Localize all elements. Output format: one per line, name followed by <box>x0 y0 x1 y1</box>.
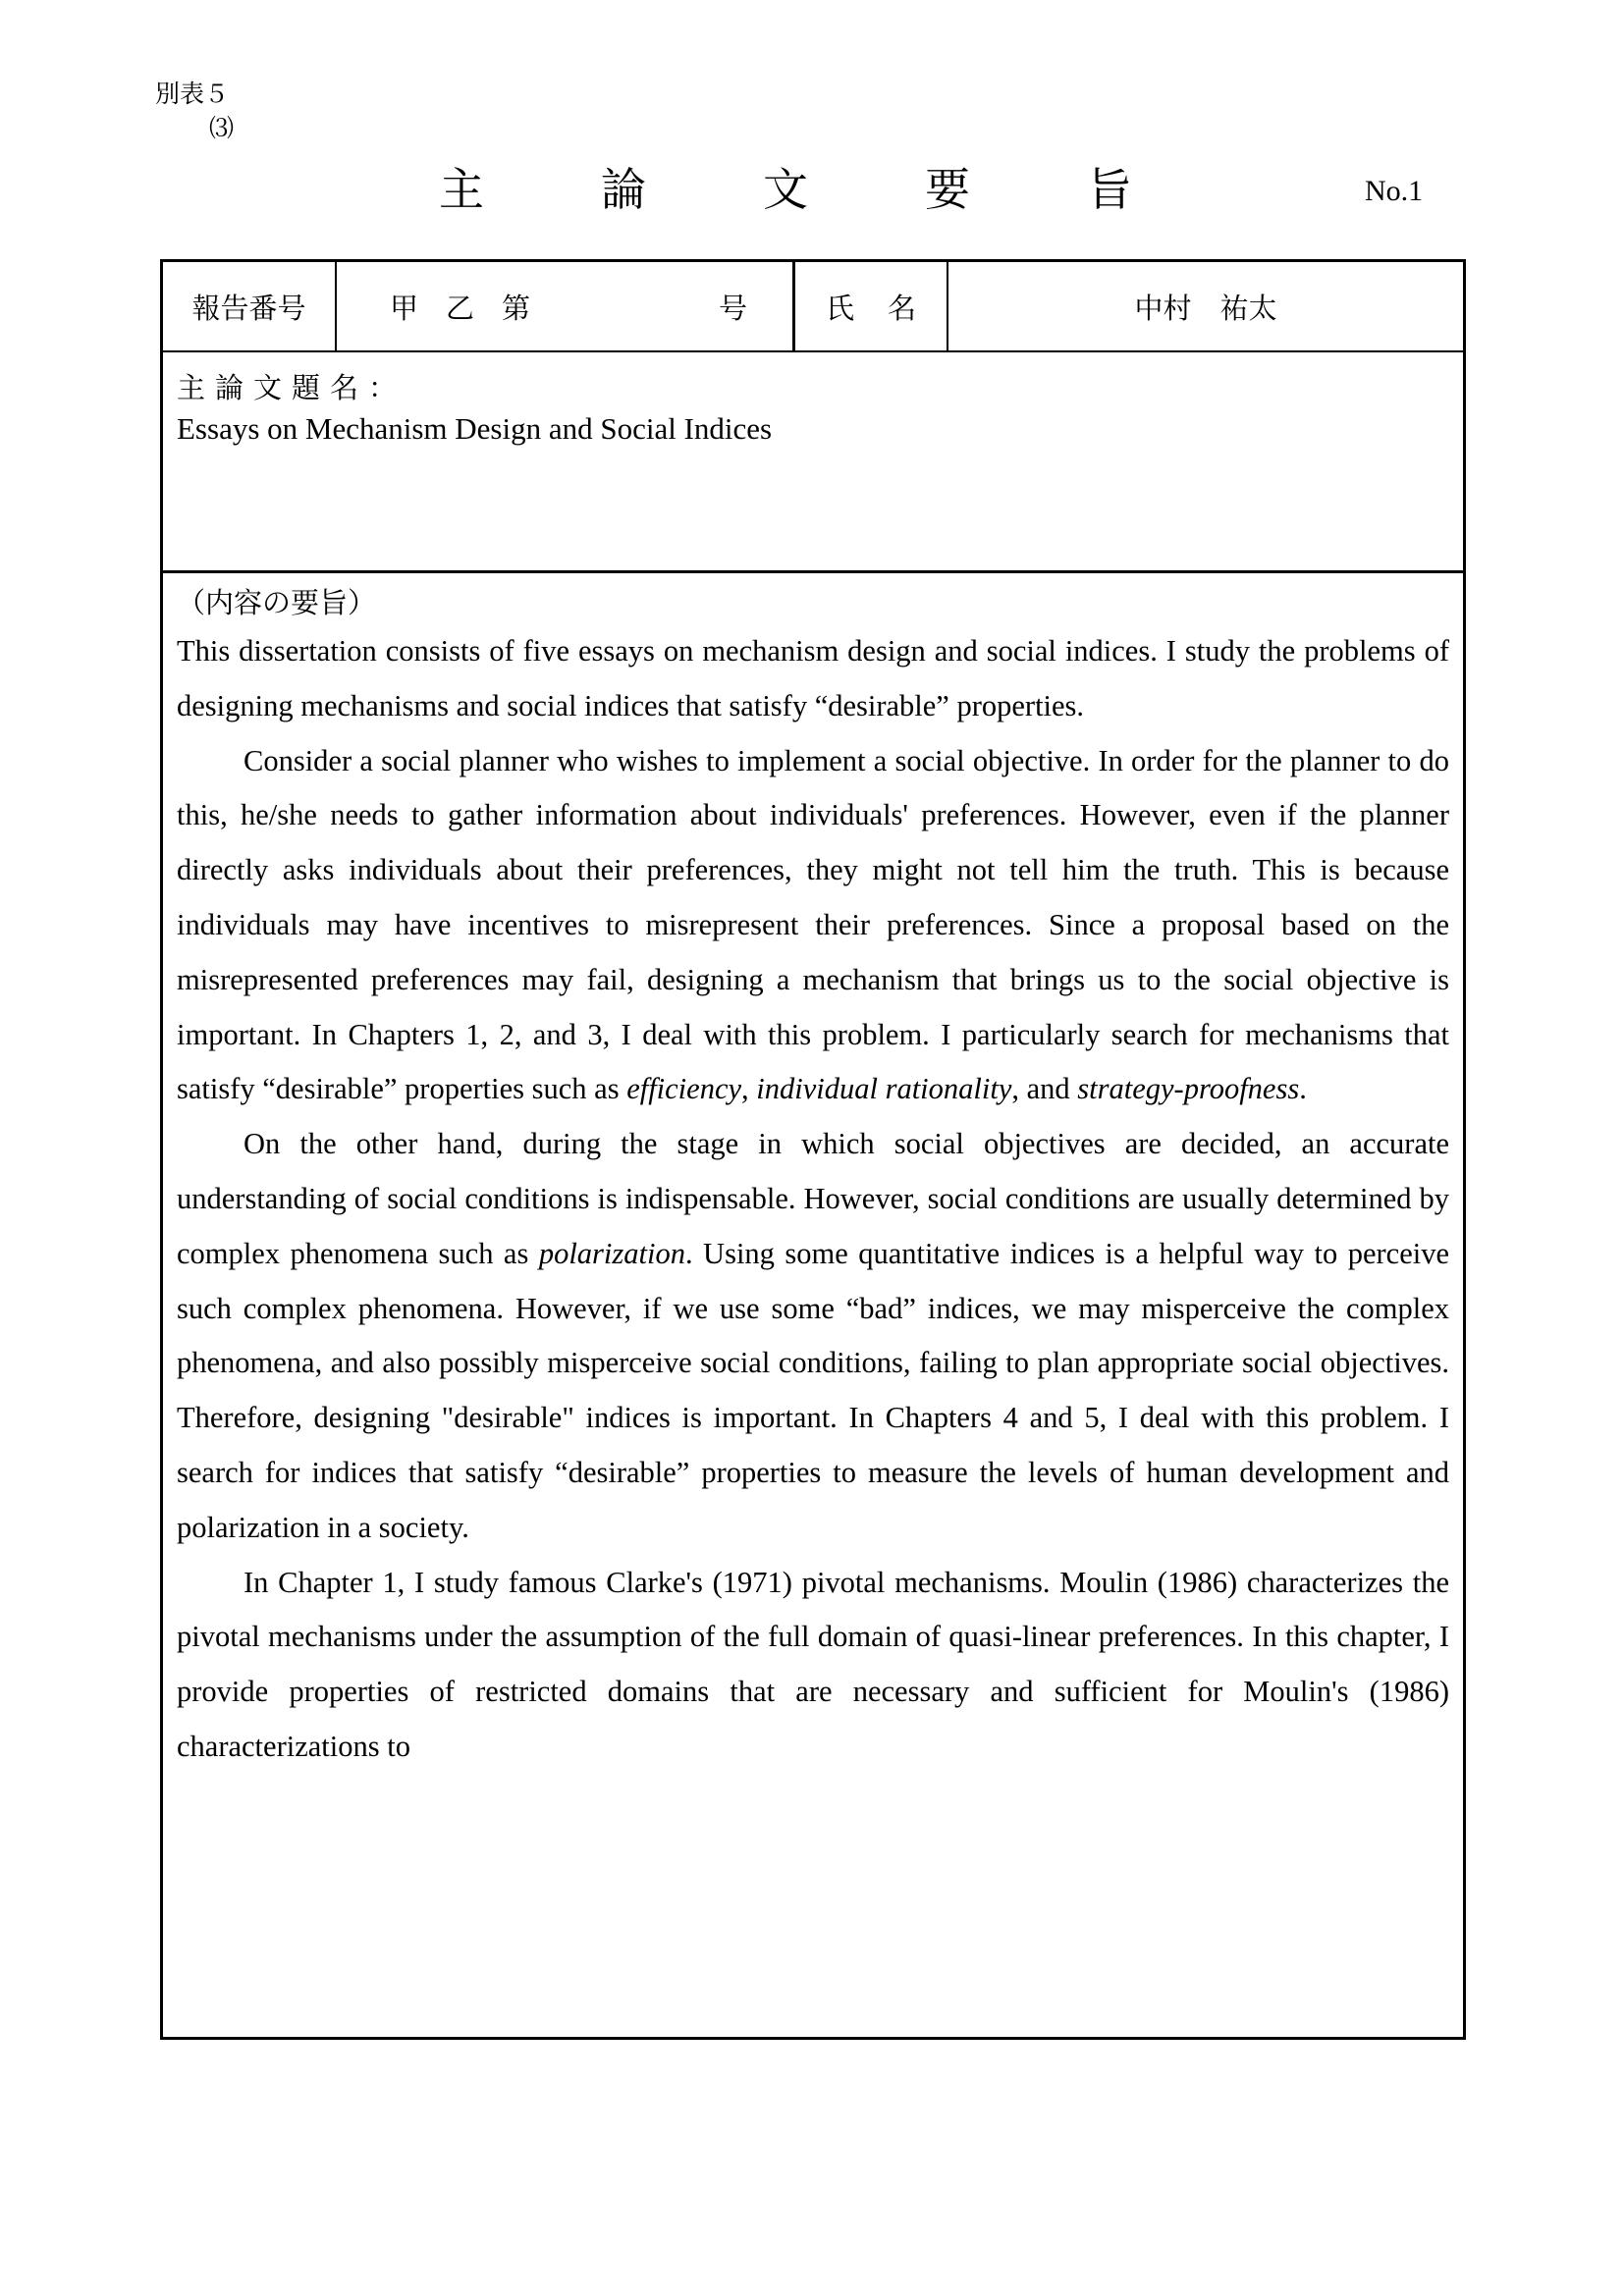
page-title <box>432 157 1139 216</box>
emphasis-efficiency: efficiency <box>626 1072 742 1106</box>
title-char: 旨 <box>1087 163 1132 216</box>
go-char: 号 <box>718 291 747 325</box>
emphasis-strategy-proofness: strategy-proofness <box>1077 1072 1300 1106</box>
thesis-title-label: 主論文題名： <box>177 371 407 404</box>
emphasis-polarization: polarization <box>538 1236 685 1270</box>
header-row <box>163 262 1463 352</box>
report-number-label: 報告番号 <box>163 262 337 350</box>
thesis-title-row <box>163 352 1463 573</box>
thesis-title: Essays on Mechanism Design and Social Indices <box>177 411 773 446</box>
report-number-prefix <box>390 287 530 327</box>
dai-char: 第 <box>502 291 531 325</box>
title-char: 文 <box>763 163 808 216</box>
paragraph: On the other hand, during the stage in which social objectives are decided, an accurate understanding of social conditions is indispensable. However, social conditions are usually determined by complex phenomena such as polarization. Using some quantitative indices is a helpful way to perceive such complex phenomena. However, if we use some “bad” indices, we may misperceive the complex phenomena, and also possibly misperceive social conditions, failing to plan appropriate social objectives. Therefore, designing "desirable" indices is important. In Chapters 4 and 5, I deal with this problem. I search for indices that satisfy “desirable” properties to measure the levels of human development and polarization in a society. <box>177 1127 1450 1544</box>
title-char: 要 <box>925 163 970 216</box>
summary-text <box>177 624 1449 1775</box>
title-char: 論 <box>601 163 646 216</box>
otsu-char: 乙 <box>446 291 475 325</box>
paragraph: In Chapter 1, I study famous Clarke's (1971) pivotal mechanisms. Moulin (1986) characterizes the pivotal mechanisms under the assumption of the full domain of quasi-linear preferences. In this chapter, I provide properties of restricted domains that are necessary and sufficient for Moulin's (1986) characterizations to <box>177 1565 1449 1763</box>
name-label-second: 名 <box>888 291 917 325</box>
report-number-value <box>337 262 795 350</box>
form-sub-number: ⑶ <box>209 116 235 142</box>
paragraph: This dissertation consists of five essays on mechanism design and social indices. I study the problems of designing mechanisms and social indices that satisfy “desirable” properties. <box>177 634 1449 722</box>
ko-char: 甲 <box>390 291 419 325</box>
page-number: No.1 <box>1365 175 1424 207</box>
summary-row <box>163 573 1463 2037</box>
name-value: 中村 祐太 <box>1134 291 1277 325</box>
form-id: 別表５ <box>155 80 230 108</box>
summary-label: （内容の要旨） <box>177 586 377 619</box>
title-char: 主 <box>439 163 484 216</box>
name-label <box>795 262 948 350</box>
summary-form-table <box>160 259 1466 2040</box>
emphasis-individual-rationality: individual rationality <box>756 1072 1012 1106</box>
paragraph: Consider a social planner who wishes to implement a social objective. In order for the planner to do this, he/she needs to gather information about individuals' preferences. However, even if the planner directly asks individuals about their preferences, they might not tell him the truth. This is because individuals may have incentives to misrepresent their preferences. Since a proposal based on the misrepresented preferences may fail, designing a mechanism that brings us to the social objective is important. In Chapters 1, 2, and 3, I deal with this problem. I particularly search for mechanisms that satisfy “desirable” properties such as efficiency, individual rationality, and strategy-proofness. <box>177 743 1449 1106</box>
name-label-first: 氏 <box>825 291 854 325</box>
